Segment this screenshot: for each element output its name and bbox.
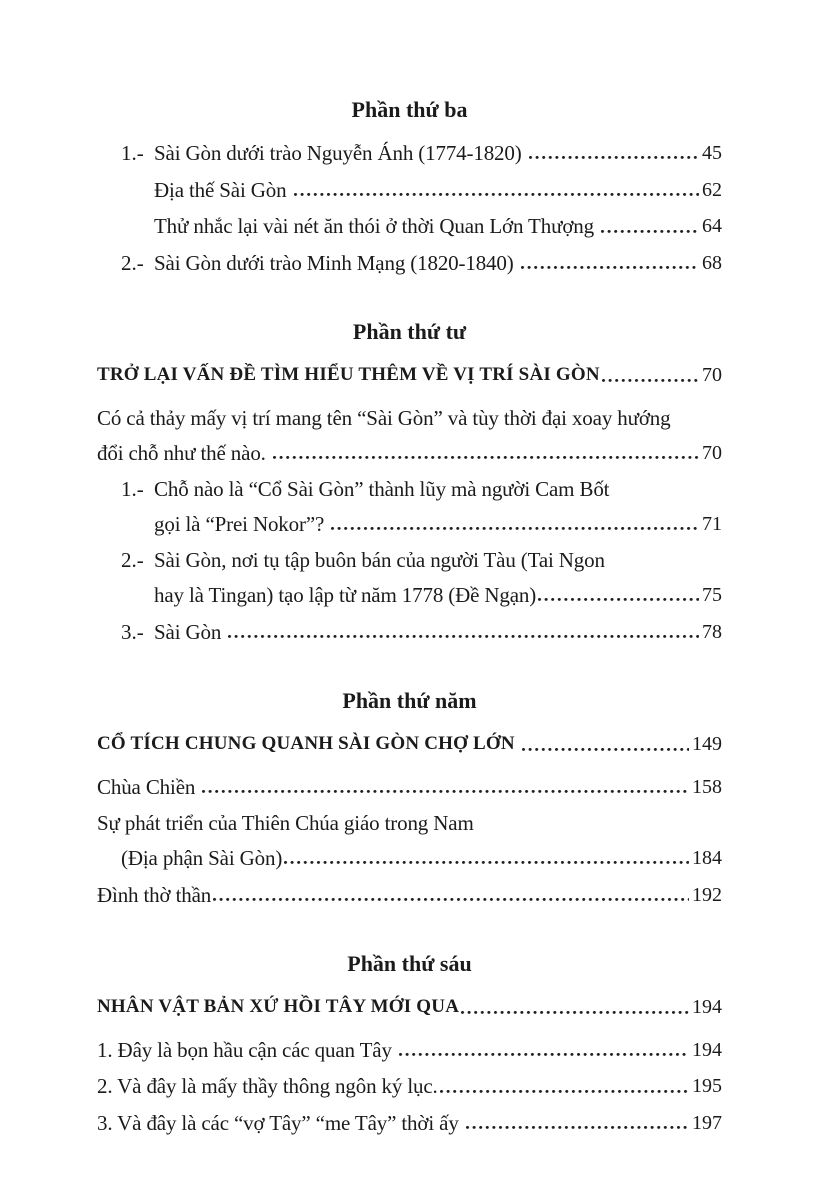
toc-entry xyxy=(97,401,722,470)
toc-entry-line xyxy=(97,727,722,762)
entry-text: Sài Gòn dưới trào Nguyễn Ánh (1774-1820) xyxy=(154,141,527,165)
toc-entry xyxy=(97,246,722,281)
dot-leader xyxy=(202,770,689,805)
section-heading: Phần thứ sáu xyxy=(347,951,472,977)
toc-entry-line xyxy=(97,401,722,436)
entry-text: gọi là “Prei Nokor”? xyxy=(154,511,330,536)
toc-entry-line xyxy=(97,358,722,393)
section-heading: Phần thứ tư xyxy=(352,319,467,345)
entry-text: hay là Tingan) tạo lập từ năm 1778 (Đề Ngạn) xyxy=(154,582,537,607)
entry-text: Chỗ nào là “Cổ Sài Gòn” thành lũy mà người Cam Bốt xyxy=(154,477,610,502)
entry-text: 1. Đây là bọn hầu cận các quan Tây xyxy=(97,1037,397,1062)
dot-leader xyxy=(213,878,689,913)
page-number: 75 xyxy=(702,583,722,606)
dot-leader xyxy=(461,990,689,1025)
toc-entry xyxy=(97,472,722,541)
dot-leader xyxy=(602,358,699,393)
toc-entry xyxy=(97,173,722,208)
page-number: 78 xyxy=(702,620,722,643)
page-number: 194 xyxy=(692,996,722,1019)
toc-entry-line xyxy=(97,990,722,1025)
page-number: 192 xyxy=(692,883,722,906)
toc-entry-line xyxy=(97,878,722,913)
entry-text: đổi chỗ như thế nào. xyxy=(97,440,271,465)
toc-entry xyxy=(97,1033,722,1068)
toc-section xyxy=(97,96,722,280)
dot-leader xyxy=(294,173,699,208)
toc-entry xyxy=(97,727,722,762)
dot-leader xyxy=(273,436,699,471)
page-number: 68 xyxy=(702,251,722,274)
page-number: 194 xyxy=(692,1038,722,1061)
toc-sections xyxy=(97,96,722,1140)
entry-text: Sài Gòn xyxy=(154,619,227,644)
toc-entry-line xyxy=(97,507,722,542)
page-number: 149 xyxy=(692,733,722,756)
page-number: 195 xyxy=(692,1075,722,1098)
dot-leader xyxy=(331,507,699,542)
entry-text: (Địa phận Sài Gòn) xyxy=(121,845,283,870)
toc-entry-line xyxy=(97,1033,722,1068)
toc-section xyxy=(97,318,722,649)
entry-number: 2.- xyxy=(121,548,149,573)
toc-entry xyxy=(97,990,722,1025)
dot-leader xyxy=(529,136,699,171)
dot-leader xyxy=(538,578,699,613)
toc-entry-line xyxy=(97,246,722,281)
toc-entry-line xyxy=(97,209,722,244)
page-number: 71 xyxy=(702,512,722,535)
toc-entry xyxy=(97,358,722,393)
entry-text: NHÂN VẬT BẢN XỨ HỒI TÂY MỚI QUA xyxy=(97,996,460,1018)
entry-text: CỔ TÍCH CHUNG QUANH SÀI GÒN CHỢ LỚN xyxy=(97,733,520,755)
entry-number: 1.- xyxy=(121,141,149,165)
dot-leader xyxy=(284,841,689,876)
toc-entry-line xyxy=(97,1106,722,1141)
toc-entry-line xyxy=(97,841,722,876)
entry-text: Có cả thảy mấy vị trí mang tên “Sài Gòn” và tùy thời đại xoay hướng xyxy=(97,405,671,430)
dot-leader xyxy=(521,246,699,281)
toc-section xyxy=(97,950,722,1140)
toc-entry xyxy=(97,136,722,171)
entry-text: Sài Gòn dưới trào Minh Mạng (1820-1840) xyxy=(154,250,519,275)
entry-text: Địa thế Sài Gòn xyxy=(154,177,292,202)
entry-text: 2. Và đây là mấy thầy thông ngôn ký lục. xyxy=(97,1074,438,1099)
dot-leader xyxy=(399,1033,689,1068)
toc-entry-line xyxy=(97,615,722,650)
toc-entry xyxy=(97,1069,722,1104)
section-heading: Phần thứ năm xyxy=(342,688,477,714)
entry-text: Đình thờ thần xyxy=(97,882,212,907)
entry-text: 3. Và đây là các “vợ Tây” “me Tây” thời ấy xyxy=(97,1110,464,1135)
page-number: 158 xyxy=(692,775,722,798)
toc-entry-line xyxy=(97,770,722,805)
toc-entry xyxy=(97,543,722,612)
page-number: 70 xyxy=(702,364,722,387)
entry-text: Sự phát triển của Thiên Chúa giáo trong Nam xyxy=(97,811,474,836)
dot-leader xyxy=(440,1069,689,1104)
page-number: 45 xyxy=(702,142,722,164)
entry-number: 2.- xyxy=(121,250,149,275)
entry-text: TRỞ LẠI VẤN ĐỀ TÌM HIỂU THÊM VỀ VỊ TRÍ SÀI GÒN xyxy=(97,364,600,386)
toc-entry xyxy=(97,878,722,913)
toc-entry xyxy=(97,806,722,875)
entry-number: 1.- xyxy=(121,477,149,502)
toc-entry-line xyxy=(97,543,722,578)
toc-entry-line xyxy=(97,436,722,471)
entry-text: Thử nhắc lại vài nét ăn thói ở thời Quan Lớn Thượng xyxy=(154,214,600,239)
toc-entry xyxy=(97,770,722,805)
toc-entry-line xyxy=(97,806,722,841)
page-number: 184 xyxy=(692,846,722,869)
page-number: 64 xyxy=(702,215,722,238)
entry-text: Sài Gòn, nơi tụ tập buôn bán của người Tàu (Tai Ngon xyxy=(154,548,605,573)
page-number: 62 xyxy=(702,178,722,201)
dot-leader xyxy=(601,209,699,244)
toc-entry-line xyxy=(97,578,722,613)
toc-entry xyxy=(97,615,722,650)
toc-section xyxy=(97,687,722,912)
section-heading: Phần thứ ba xyxy=(351,97,468,122)
dot-leader xyxy=(466,1106,689,1141)
entry-text: Chùa Chiền xyxy=(97,774,201,799)
page-number: 197 xyxy=(692,1111,722,1134)
entry-number: 3.- xyxy=(121,619,149,644)
page-number: 70 xyxy=(702,441,722,464)
dot-leader xyxy=(522,727,689,762)
toc-entry-line xyxy=(97,1069,722,1104)
toc-entry-line xyxy=(97,472,722,507)
toc-entry-line xyxy=(97,136,722,171)
toc-entry xyxy=(97,209,722,244)
dot-leader xyxy=(228,615,699,650)
toc-entry xyxy=(97,1106,722,1141)
toc-entry-line xyxy=(97,173,722,208)
